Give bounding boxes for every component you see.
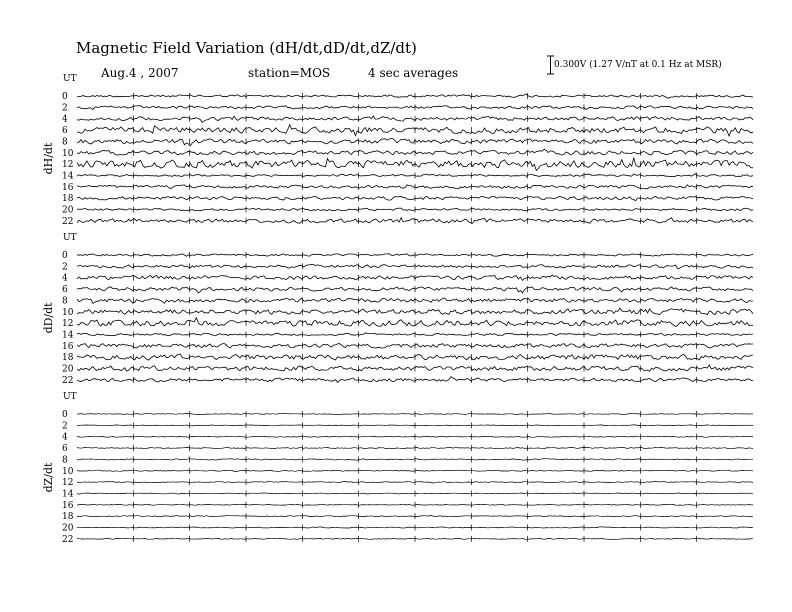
chart-title: Magnetic Field Variation (dH/dt,dD/dt,dZ/dt) bbox=[76, 39, 417, 57]
hour-label: 18 bbox=[62, 194, 74, 205]
hour-label: 10 bbox=[62, 307, 74, 318]
hour-label: 8 bbox=[62, 455, 68, 466]
panel-label-2: dZ/dt bbox=[42, 462, 55, 493]
hour-label: 14 bbox=[62, 171, 74, 182]
hour-label: 20 bbox=[62, 523, 74, 534]
hour-label: 4 bbox=[62, 432, 68, 443]
hour-label: 0 bbox=[62, 92, 68, 102]
hour-label: 18 bbox=[62, 512, 74, 523]
hour-label: 0 bbox=[62, 251, 68, 261]
hour-label: 16 bbox=[62, 341, 74, 352]
averaging-label: 4 sec averages bbox=[368, 66, 459, 80]
hour-label: 12 bbox=[62, 160, 74, 171]
ut-label: UT bbox=[63, 74, 77, 84]
hour-label: 14 bbox=[62, 489, 74, 500]
hour-label: 12 bbox=[62, 478, 74, 489]
hour-label: 6 bbox=[62, 444, 68, 455]
ut-label: UT bbox=[63, 233, 77, 243]
hour-label: 22 bbox=[62, 534, 74, 545]
hour-label: 14 bbox=[62, 330, 74, 341]
scale-label: 0.300V (1.27 V/nT at 0.1 Hz at MSR) bbox=[554, 60, 722, 70]
hour-label: 20 bbox=[62, 364, 74, 375]
hour-label: 16 bbox=[62, 500, 74, 511]
panel-label-1: dD/dt bbox=[42, 302, 55, 334]
panel-label-0: dH/dt bbox=[42, 142, 55, 175]
hour-label: 22 bbox=[62, 375, 74, 386]
hour-label: 22 bbox=[62, 216, 74, 227]
hour-label: 6 bbox=[62, 126, 68, 137]
hour-label: 8 bbox=[62, 137, 68, 148]
date-label: Aug.4 , 2007 bbox=[101, 66, 179, 80]
hour-label: 4 bbox=[62, 273, 68, 284]
hour-label: 10 bbox=[62, 466, 74, 477]
station-label: station=MOS bbox=[248, 66, 331, 80]
ut-label: UT bbox=[63, 392, 77, 402]
hour-label: 10 bbox=[62, 148, 74, 159]
hour-label: 2 bbox=[62, 262, 68, 273]
hour-label: 16 bbox=[62, 182, 74, 193]
hour-label: 4 bbox=[62, 114, 68, 125]
hour-label: 20 bbox=[62, 205, 74, 216]
hour-label: 12 bbox=[62, 319, 74, 330]
hour-label: 0 bbox=[62, 410, 68, 420]
hour-label: 18 bbox=[62, 353, 74, 364]
hour-label: 8 bbox=[62, 296, 68, 307]
hour-label: 2 bbox=[62, 103, 68, 114]
hour-label: 6 bbox=[62, 285, 68, 296]
hour-label: 2 bbox=[62, 421, 68, 432]
